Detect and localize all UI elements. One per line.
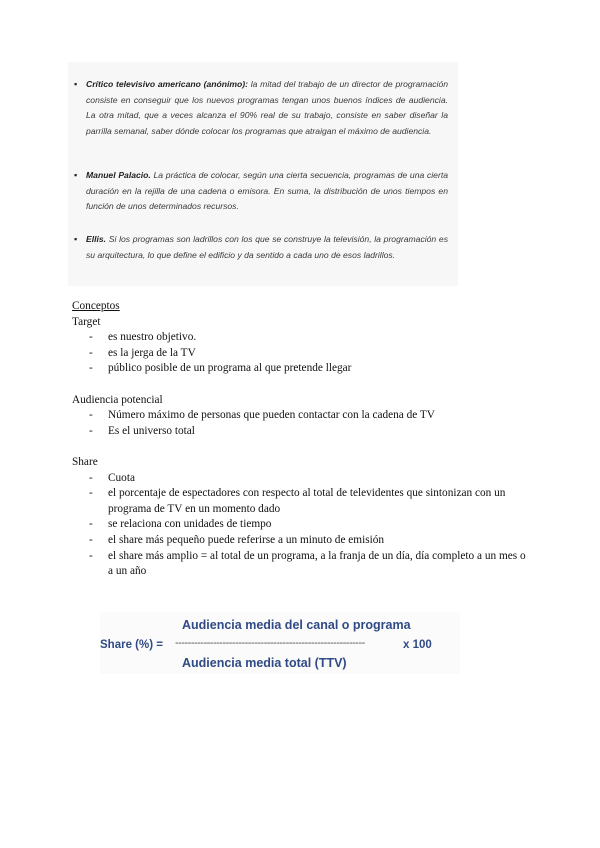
target-list [72, 330, 532, 377]
list-item: - Número máximo de personas que pueden contactar con la cadena de TV [89, 409, 435, 422]
formula-divider: ------------------------------------------------------------ [175, 637, 365, 649]
formula-denominator: Audiencia media total (TTV) [182, 656, 347, 670]
audiencia-title: Audiencia potencial [72, 393, 163, 406]
list-item: - Cuota [89, 471, 135, 484]
quote-item [74, 168, 448, 215]
formula-numerator: Audiencia media del canal o programa [182, 618, 411, 632]
notes-section [72, 299, 532, 580]
list-item: - Es el universo total [89, 424, 195, 437]
list-item: - es la jerga de la TV [89, 346, 196, 359]
share-formula [100, 612, 460, 674]
list-item: - el share más amplio = al total de un programa, a la franja de un día, día completo a un mes o a un año [89, 549, 526, 578]
quote-item [74, 232, 448, 263]
notes-heading: Conceptos [72, 300, 120, 312]
list-item: - se relaciona con unidades de tiempo [89, 518, 272, 531]
quote-author: Manuel Palacio. [86, 170, 151, 180]
quote-text: la mitad del trabajo de un director de programación consiste en conseguir que los nuevos programas tengan unos buenos índices de audiencia. La otra mitad, que a veces alcanza el 90% real de su trabajo, consiste en saber diseñar la parrilla semanal, saber dónde colocar los programas que atraigan el máximo de audiencia. [86, 79, 448, 136]
list-item: - público posible de un programa al que pretende llegar [89, 362, 352, 375]
quote-item [74, 77, 448, 139]
list-item: - el share más pequeño puede referirse a un minuto de emisión [89, 533, 385, 546]
audiencia-list [72, 408, 532, 439]
share-list [72, 471, 532, 580]
formula-multiplier: x 100 [403, 639, 432, 651]
list-item: - el porcentaje de espectadores con respecto al total de televidentes que sintonizan con un programa de TV en un momento dado [89, 487, 506, 515]
target-title: Target [72, 315, 101, 328]
list-item: - es nuestro objetivo. [89, 331, 197, 344]
quotes-image [68, 62, 458, 286]
quote-author: Ellis. [86, 234, 107, 244]
bullet-icon: ▪ [74, 234, 78, 244]
formula-label: Share (%) = [100, 639, 163, 651]
bullet-icon: ▪ [74, 79, 78, 89]
quote-author: Crítico televisivo americano (anónimo): [86, 79, 248, 89]
quote-text: Si los programas son ladrillos con los que se construye la televisión, la programación es su arquitectura, lo que define el edificio y da sentido a cada uno de esos ladrillos. [86, 234, 448, 260]
bullet-icon: ▪ [74, 170, 78, 180]
share-title: Share [72, 455, 98, 468]
quote-text: La práctica de colocar, según una cierta secuencia, programas de una cierta duración en la rejilla de una cadena o emisora. En suma, la distribución de unos tiempos en función de unos determinados recursos. [86, 170, 448, 211]
